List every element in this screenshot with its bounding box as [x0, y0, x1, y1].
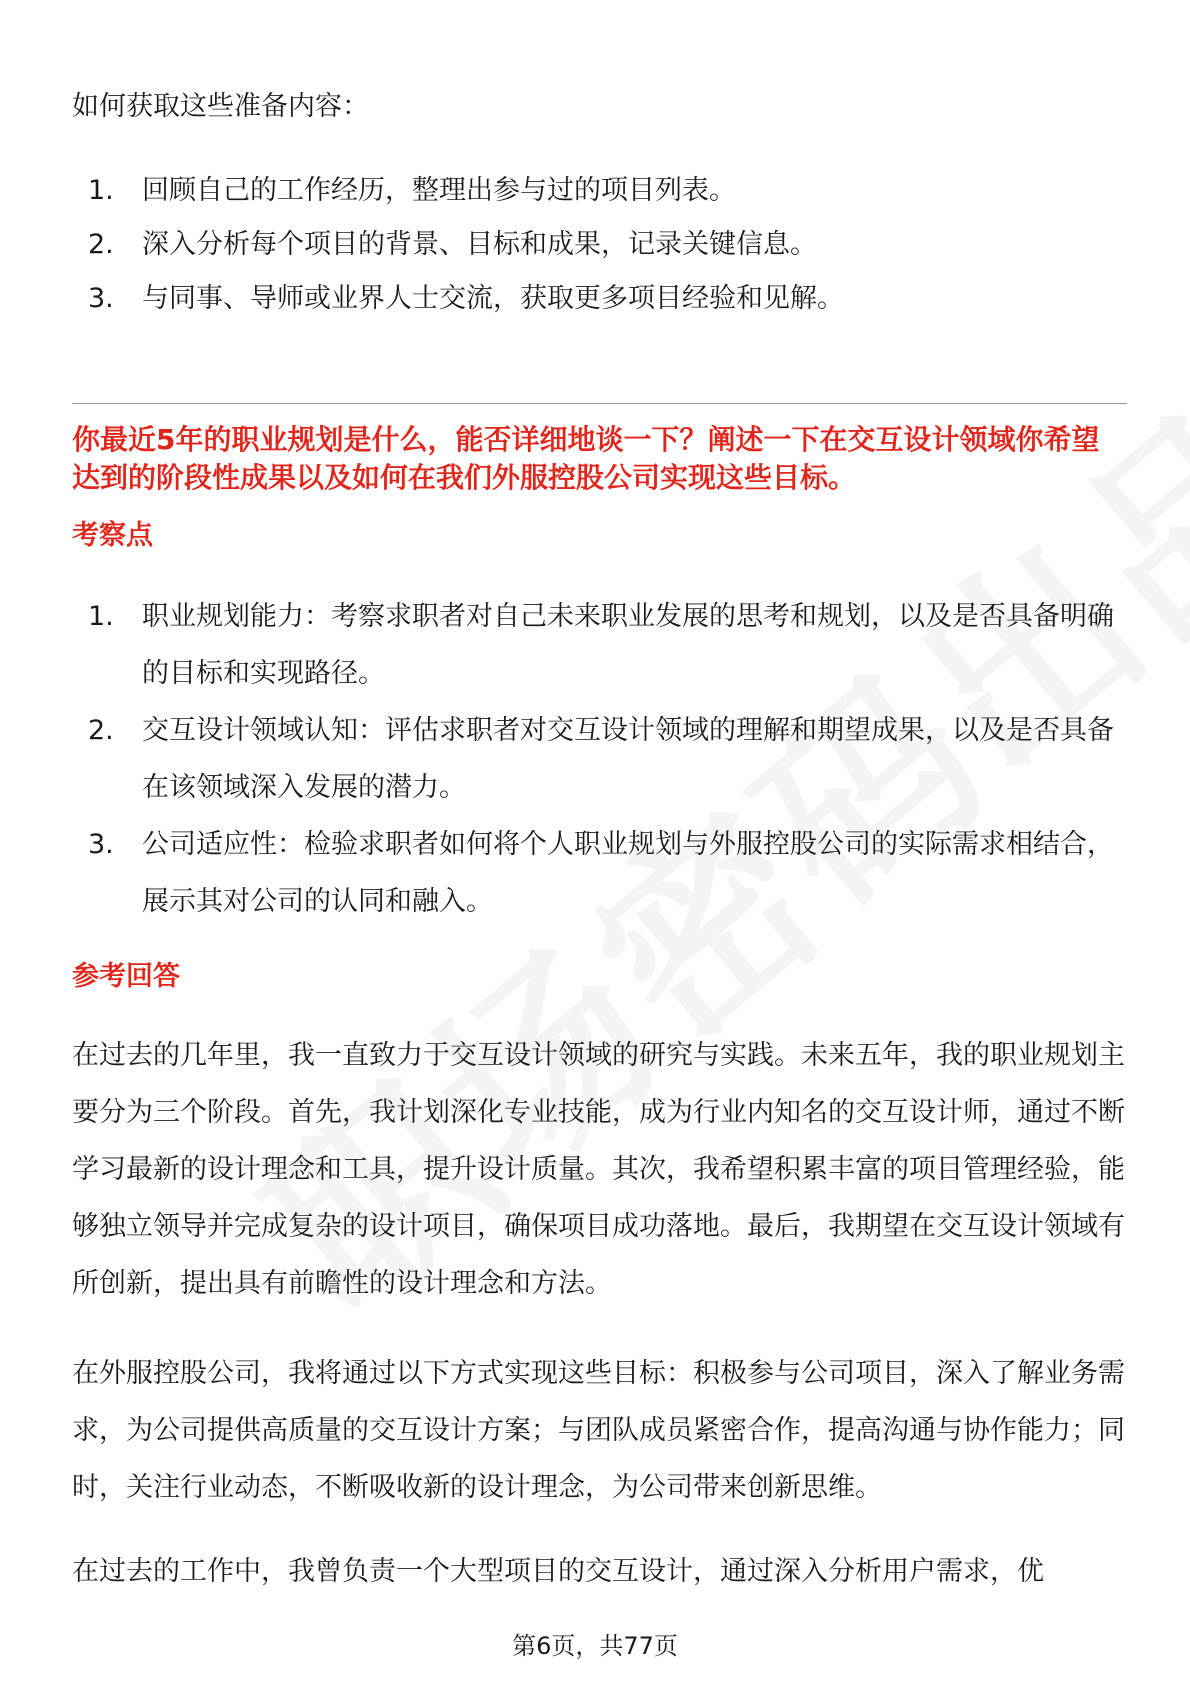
- list-number: 2.: [88, 715, 114, 746]
- assessment-item: [88, 588, 1128, 702]
- list-number: 1.: [88, 601, 114, 632]
- prep-list-item: [88, 162, 1128, 219]
- assessment-item: [88, 702, 1128, 816]
- list-number: 3.: [88, 829, 114, 860]
- assessment-title: 考察点: [72, 520, 153, 551]
- answer-paragraph: 在外服控股公司，我将通过以下方式实现这些目标：积极参与公司项目，深入了解业务需求，为公司提供高质量的交互设计方案；与团队成员紧密合作，提高沟通与协作能力；同时，关注行业动态，不断吸收新的设计理念，为公司带来创新思维。: [72, 1358, 1125, 1503]
- list-text: 职业规划能力：考察求职者对自己未来职业发展的思考和规划，以及是否具备明确的目标和实现路径。: [142, 601, 1114, 689]
- answer-title: 参考回答: [72, 961, 180, 992]
- list-text: 深入分析每个项目的背景、目标和成果，记录关键信息。: [142, 229, 817, 260]
- list-text: 交互设计领域认知：评估求职者对交互设计领域的理解和期望成果，以及是否具备在该领域深入发展的潜力。: [142, 715, 1114, 803]
- prep-list-item: [88, 216, 1128, 273]
- assessment-item: [88, 816, 1128, 930]
- interview-question: 你最近5年的职业规划是什么，能否详细地谈一下？阐述一下在交互设计领域你希望达到的阶段性成果以及如何在我们外服控股公司实现这些目标。: [72, 423, 1100, 494]
- prep-list-item: [88, 270, 1128, 327]
- list-number: 3.: [88, 283, 114, 314]
- list-text: 与同事、导师或业界人士交流，获取更多项目经验和见解。: [142, 283, 844, 314]
- list-number: 2.: [88, 229, 114, 260]
- answer-paragraph: 在过去的工作中，我曾负责一个大型项目的交互设计，通过深入分析用户需求，优: [72, 1556, 1044, 1587]
- section-divider: [72, 403, 1127, 404]
- list-text: 回顾自己的工作经历，整理出参与过的项目列表。: [142, 175, 736, 206]
- list-number: 1.: [88, 175, 114, 206]
- answer-paragraph: 在过去的几年里，我一直致力于交互设计领域的研究与实践。未来五年，我的职业规划主要分为三个阶段。首先，我计划深化专业技能，成为行业内知名的交互设计师，通过不断学习最新的设计理念和工具，提升设计质量。其次，我希望积累丰富的项目管理经验，能够独立领导并完成复杂的设计项目，确保项目成功落地。最后，我期望在交互设计领域有所创新，提出具有前瞻性的设计理念和方法。: [72, 1040, 1125, 1299]
- page-number: 第6页，共77页: [512, 1632, 678, 1660]
- list-text: 公司适应性：检验求职者如何将个人职业规划与外服控股公司的实际需求相结合，展示其对公司的认同和融入。: [142, 829, 1114, 917]
- intro-heading: 如何获取这些准备内容：: [72, 91, 369, 122]
